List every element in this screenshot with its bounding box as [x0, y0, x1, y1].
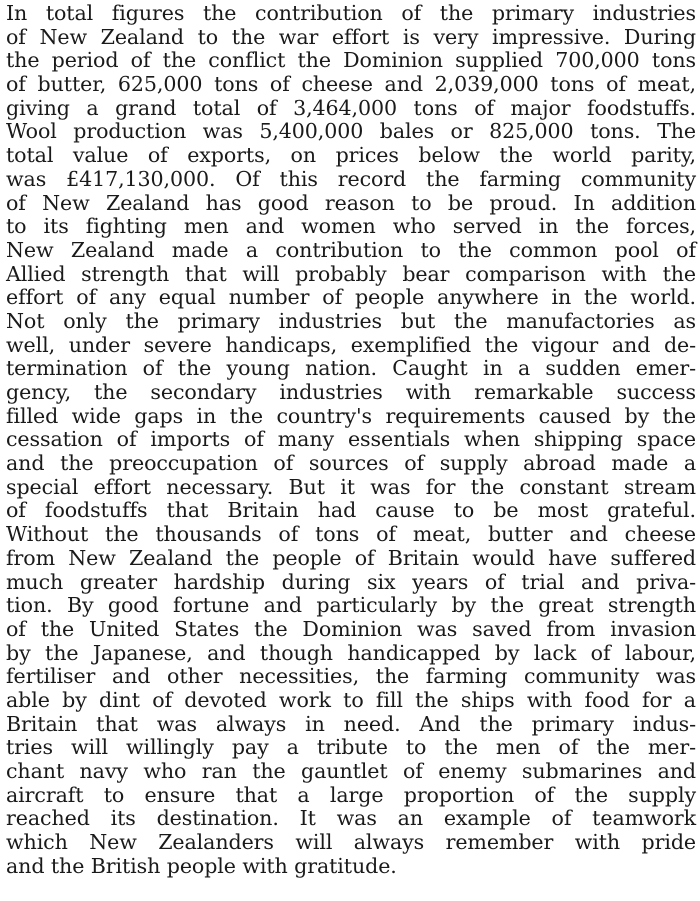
text-line: of the United States the Dominion was saved from invasion	[6, 616, 696, 641]
text-line: by the Japanese, and though handicapped by lack of labour,	[6, 640, 696, 665]
text-line: tries will willingly pay a tribute to the men of the mer-	[6, 735, 696, 760]
text-line: New Zealand made a contribution to the common pool of	[6, 237, 696, 262]
text-line: chant navy who ran the gauntlet of enemy submarines and	[6, 759, 696, 783]
text-line: Wool production was 5,400,000 bales or 825,000 tons. The	[6, 119, 696, 144]
text-line: well, under severe handicaps, exemplified the vigour and de-	[6, 332, 696, 357]
text-line: from New Zealand the people of Britain would have suffered	[6, 545, 696, 570]
text-line: reached its destination. It was an example of teamwork	[6, 806, 696, 831]
text-line: tion. By good fortune and particularly by the great strength	[6, 593, 696, 618]
text-line: total value of exports, on prices below the world parity,	[6, 143, 696, 168]
text-line: of New Zealand has good reason to be proud. In addition	[6, 190, 696, 215]
text-line: much greater hardship during six years of trial and priva-	[6, 569, 696, 594]
body-paragraph	[6, 2, 696, 878]
text-line: and the preoccupation of sources of supply abroad made a	[6, 451, 696, 476]
text-line: fertiliser and other necessities, the farming community was	[6, 664, 696, 689]
text-line: cessation of imports of many essentials when shipping space	[6, 427, 696, 452]
text-line: Britain that was always in need. And the primary indus-	[6, 711, 696, 736]
text-line: Not only the primary industries but the manufactories as	[6, 308, 696, 333]
text-line: Without the thousands of tons of meat, butter and cheese	[6, 522, 696, 547]
text-line: special effort necessary. But it was for the constant stream	[6, 474, 696, 499]
text-line: filled wide gaps in the country's requirements caused by the	[6, 403, 696, 428]
text-line: aircraft to ensure that a large proportion of the supply	[6, 782, 696, 807]
text-line: of New Zealand to the war effort is very impressive. During	[6, 24, 696, 49]
text-line: of foodstuffs that Britain had cause to be most grateful.	[6, 498, 696, 523]
text-line: effort of any equal number of people anywhere in the world.	[6, 285, 696, 310]
text-line: and the British people with gratitude.	[6, 853, 397, 878]
text-line: gency, the secondary industries with remarkable success	[6, 380, 696, 404]
text-line: the period of the conflict the Dominion supplied 700,000 tons	[6, 48, 696, 73]
text-line: to its fighting men and women who served in the forces,	[6, 214, 696, 239]
text-line: termination of the young nation. Caught in a sudden emer-	[6, 356, 696, 381]
text-line: was £417,130,000. Of this record the farming community	[6, 166, 696, 191]
text-line: of butter, 625,000 tons of cheese and 2,039,000 tons of meat,	[6, 72, 696, 97]
text-line: Allied strength that will probably bear comparison with the	[6, 261, 696, 286]
text-line: giving a grand total of 3,464,000 tons of major foodstuffs.	[6, 95, 696, 120]
text-line: which New Zealanders will always remember with pride	[6, 830, 696, 855]
text-line: In total figures the contribution of the primary industries	[6, 1, 696, 25]
text-line: able by dint of devoted work to fill the ships with food for a	[6, 687, 696, 712]
